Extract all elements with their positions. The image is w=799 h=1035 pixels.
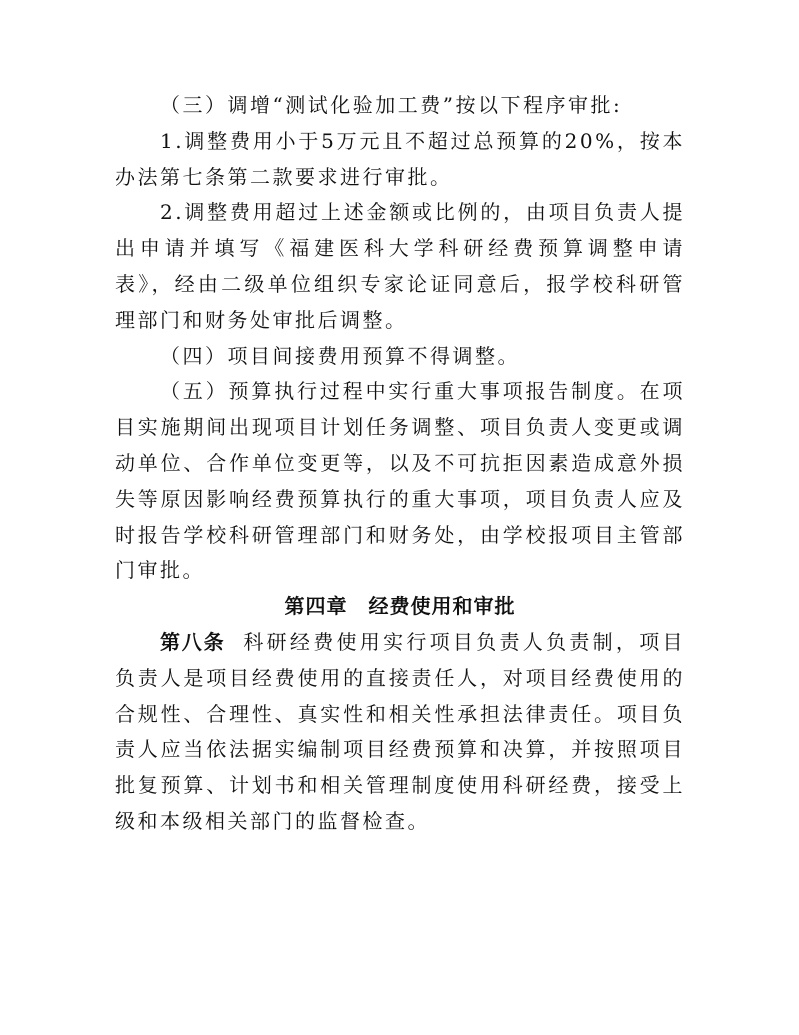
article-8-text: 科研经费使用实行项目负责人负责制，项目负责人是项目经费使用的直接责任人，对项目经费使用的合规性、合理性、真实性和相关性承担法律责任。项目负责人应当依法据实编制项目经费预算和决算，并按照项目批复预算、计划书和相关管理制度使用科研经费，接受上级和本级相关部门的监督检查。 [115,629,686,833]
paragraph-testing-fee-procedure: （三）调增“测试化验加工费”按以下程序审批: [160,93,623,117]
article-8-label: 第八条 [160,629,226,654]
paragraph-item-2: 2.调整费用超过上述金额或比例的，由项目负责人提出申请并填写《福建医科大学科研经费预算调整申请表》，经由二级单位组织专家论证同意后，报学校科研管理部门和财务处审批后调整。 [115,200,685,332]
paragraph-major-events: （五）预算执行过程中实行重大事项报告制度。在项目实施期间出现项目计划任务调整、项目负责人变更或调动单位、合作单位变更等，以及不可抗拒因素造成意外损失等原因影响经费预算执行的重大事项，项目负责人应及时报告学校科研管理部门和财务处，由学校报项目主管部门审批。 [115,379,685,583]
paragraph-indirect-cost: （四）项目间接费用预算不得调整。 [160,343,520,368]
article-8 [115,625,685,840]
paragraph-item-1: 1.调整费用小于5万元且不超过总预算的20%，按本办法第七条第二款要求进行审批。 [115,128,685,189]
document-body [115,88,685,840]
chapter-heading: 第四章 经费使用和审批 [284,594,516,619]
